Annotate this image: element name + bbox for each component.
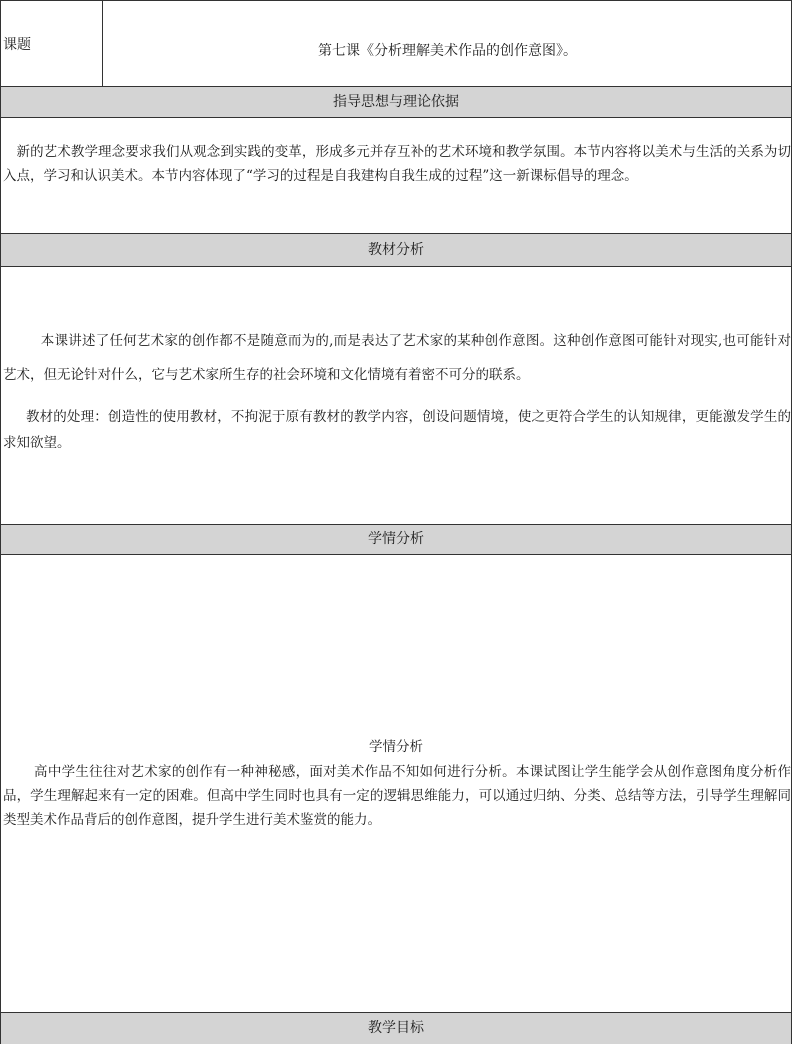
section-header-guiding: 指导思想与理论依据 — [1, 87, 791, 117]
divider — [0, 266, 792, 267]
header-label: 课题 — [3, 37, 31, 53]
section-header-material: 教材分析 — [1, 234, 791, 266]
table-border-top — [0, 0, 792, 1]
material-paragraph-2: 教材的处理：创造性的使用教材，不拘泥于原有教材的教学内容，创设问题情境，使之更符合学生的认知规律，更能激发学生的求知欲望。 — [3, 409, 791, 451]
students-paragraph: 高中学生往往对艺术家的创作有一种神秘感，面对美术作品不知如何进行分析。本课试图让学生能学会从创作意图角度分析作品，学生理解起来有一定的困难。但高中学生同时也具有一定的逻辑思维能力，可以通过归纳、分类、总结等方法，引导学生理解同类型美术作品背后的创作意图，提升学生进行美术鉴赏的能力。 — [3, 764, 791, 828]
lesson-title: 第七课《分析理解美术作品的创作意图》。 — [318, 43, 577, 59]
table-border-left — [0, 0, 1, 1044]
material-paragraph-1: 本课讲述了任何艺术家的创作都不是随意而为的,而是表达了艺术家的某种创作意图。这种创作意图可能针对现实,也可能针对艺术，但无论针对什么，它与艺术家所生存的社会环境和文化情境有着密不可分的联系。 — [3, 333, 791, 383]
section-header-goals: 教学目标 — [1, 1013, 791, 1044]
section-header-students: 学情分析 — [1, 525, 791, 554]
students-subtitle: 学情分析 — [369, 739, 423, 755]
guiding-paragraph: 新的艺术教学理念要求我们从观念到实践的变革，形成多元并存互补的艺术环境和教学氛围。本节内容将以美术与生活的关系为切入点，学习和认识美术。本节内容体现了“学习的过程是自我建构自我生成的过程”这一新课标倡导的理念。 — [3, 144, 791, 184]
divider — [0, 554, 792, 555]
table-border-right — [791, 0, 792, 1044]
divider — [0, 117, 792, 118]
header-divider — [102, 0, 103, 86]
